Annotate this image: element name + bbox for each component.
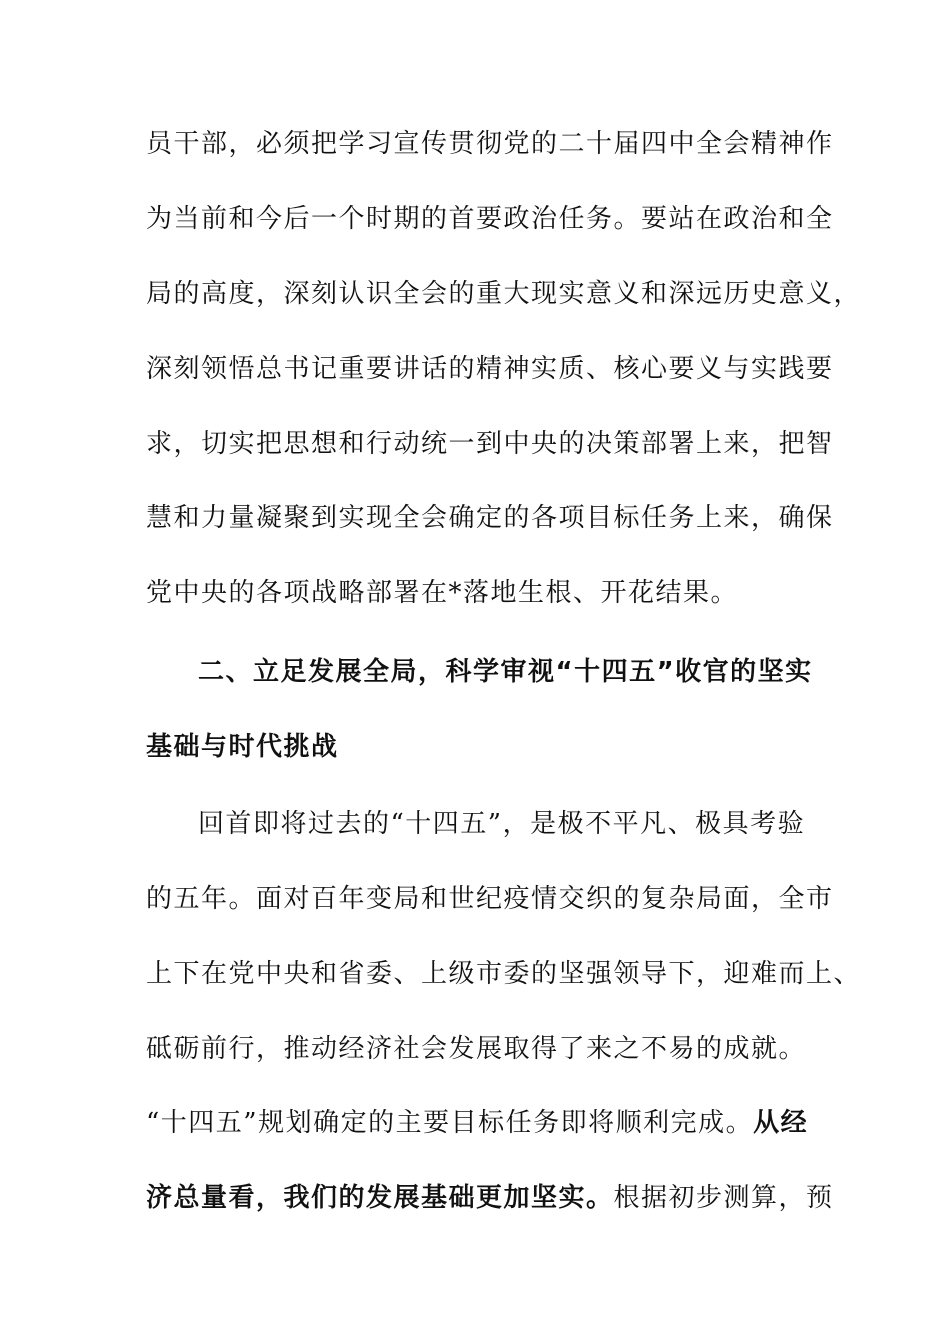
paragraph-line: 回首即将过去的“十四五”，是极不平凡、极具考验 (198, 809, 806, 839)
paragraph-line: 员干部，必须把学习宣传贯彻党的二十届四中全会精神作 (146, 129, 834, 159)
paragraph-line: 求，切实把思想和行动统一到中央的决策部署上来，把智 (146, 429, 834, 459)
paragraph-line: 深刻领悟总书记重要讲话的精神实质、核心要义与实践要 (146, 354, 834, 384)
section-heading-line: 基础与时代挑战 (146, 732, 339, 762)
paragraph-line: 慧和力量凝聚到实现全会确定的各项目标任务上来，确保 (146, 503, 834, 533)
paragraph-line: 为当前和今后一个时期的首要政治任务。要站在政治和全 (146, 204, 834, 234)
paragraph-line: 上下在党中央和省委、上级市委的坚强领导下，迎难而上、 (146, 959, 862, 989)
paragraph-text: 根据初步测算，预 (613, 1183, 834, 1213)
bold-emphasis-text: 济总量看，我们的发展基础更加坚实。 (146, 1183, 614, 1213)
bold-emphasis-text: 从经 (753, 1108, 809, 1138)
paragraph-text: “十四五”规划确定的主要目标任务即将顺利完成。 (146, 1108, 754, 1138)
section-heading-line: 二、立足发展全局，科学审视“十四五”收官的坚实 (198, 657, 813, 687)
paragraph-line (146, 1106, 808, 1140)
paragraph-line: 局的高度，深刻认识全会的重大现实意义和深远历史意义， (146, 279, 862, 309)
paragraph-line: 党中央的各项战略部署在*落地生根、开花结果。 (146, 578, 739, 608)
paragraph-line: 的五年。面对百年变局和世纪疫情交织的复杂局面，全市 (146, 884, 834, 914)
paragraph-line (146, 1181, 834, 1215)
paragraph-line: 砥砺前行，推动经济社会发展取得了来之不易的成就。 (146, 1034, 807, 1064)
